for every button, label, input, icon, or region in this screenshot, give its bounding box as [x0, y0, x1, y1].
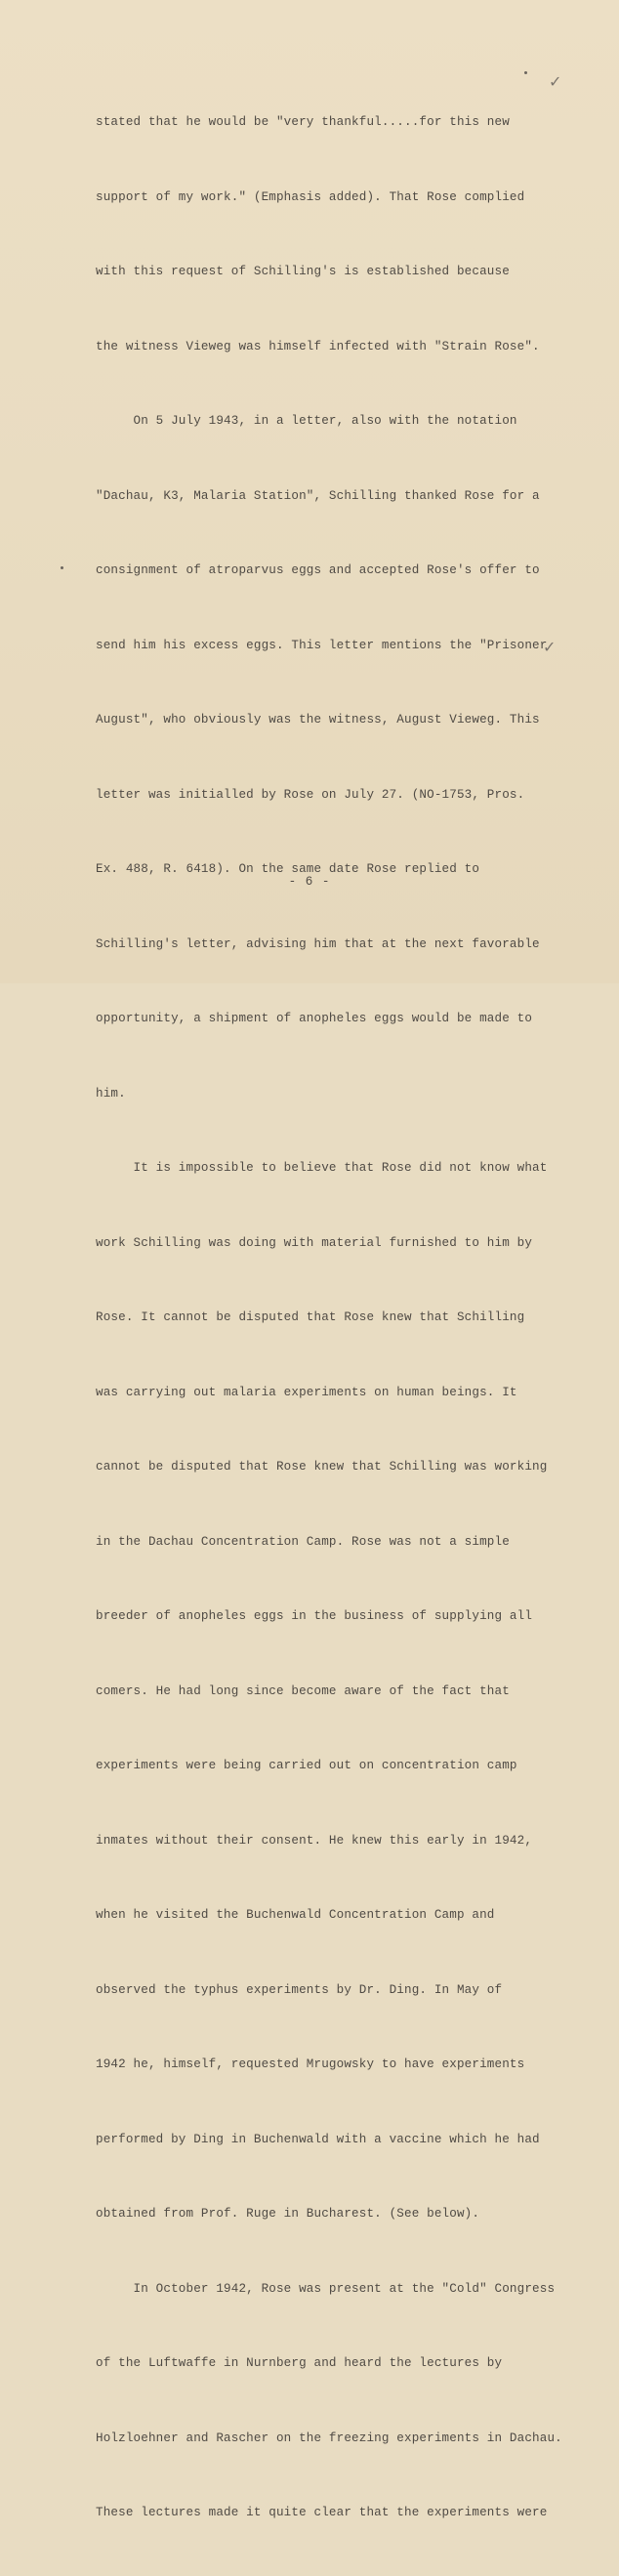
text-line: support of my work." (Emphasis added). That Rose complied: [96, 189, 525, 204]
text-line: observed the typhus experiments by Dr. Ding. In May of: [96, 1982, 503, 1997]
check-mark-icon: ✓: [543, 638, 557, 656]
text-line: obtained from Prof. Ruge in Bucharest. (See below).: [96, 2207, 480, 2221]
text-line: breeder of anopheles eggs in the business of supplying all: [96, 1609, 533, 1623]
text-line: August", who obviously was the witness, August Vieweg. This: [96, 713, 540, 727]
text-line: cannot be disputed that Rose knew that Schilling was working: [96, 1460, 548, 1474]
text-line: On 5 July 1943, in a letter, also with the notation: [96, 414, 517, 428]
check-mark-icon: ✓: [549, 72, 562, 91]
text-line: comers. He had long since become aware of the fact that: [96, 1683, 510, 1698]
text-line: performed by Ding in Buchenwald with a vaccine which he had: [96, 2132, 540, 2146]
text-line: These lectures made it quite clear that the experiments were: [96, 2506, 548, 2519]
text-line: Holzloehner and Rascher on the freezing experiments in Dachau.: [96, 2431, 562, 2445]
text-line: of the Luftwaffe in Nurnberg and heard the lectures by: [96, 2356, 503, 2370]
text-line: 1942 he, himself, requested Mrugowsky to have experiments: [96, 2057, 525, 2071]
text-line: Schilling's letter, advising him that at the next favorable: [96, 936, 540, 951]
text-line: opportunity, a shipment of anopheles eggs would be made to: [96, 1012, 533, 1025]
page-number: - 6 -: [288, 875, 331, 889]
text-line: when he visited the Buchenwald Concentration Camp and: [96, 1908, 495, 1922]
text-line: send him his excess eggs. This letter mentions the "Prisoner: [96, 638, 548, 652]
text-line: Ex. 488, R. 6418). On the same date Rose replied to: [96, 862, 480, 876]
text-line: in the Dachau Concentration Camp. Rose was not a simple: [96, 1534, 510, 1549]
text-line: was carrying out malaria experiments on human beings. It: [96, 1385, 517, 1399]
text-line: "Dachau, K3, Malaria Station", Schilling thanked Rose for a: [96, 488, 540, 503]
text-line: inmates without their consent. He knew this early in 1942,: [96, 1833, 533, 1848]
margin-mark-icon: [524, 71, 527, 74]
text-line: with this request of Schilling's is established because: [96, 265, 510, 278]
text-line: letter was initialled by Rose on July 27. (NO-1753, Pros.: [96, 787, 525, 802]
text-line: experiments were being carried out on concentration camp: [96, 1759, 517, 1772]
text-line: It is impossible to believe that Rose did not know what: [96, 1161, 548, 1175]
text-line: In October 1942, Rose was present at the "Cold" Congress: [96, 2281, 556, 2296]
text-line: work Schilling was doing with material furnished to him by: [96, 1235, 533, 1250]
margin-mark-icon: [61, 566, 63, 569]
text-line: consignment of atroparvus eggs and accepted Rose's offer to: [96, 563, 540, 577]
text-line: him.: [96, 1086, 126, 1101]
text-line: the witness Vieweg was himself infected with "Strain Rose".: [96, 339, 540, 353]
text-line: stated that he would be "very thankful.....for this new: [96, 115, 510, 129]
text-line: Rose. It cannot be disputed that Rose knew that Schilling: [96, 1310, 525, 1324]
body-text: [96, 61, 562, 2576]
